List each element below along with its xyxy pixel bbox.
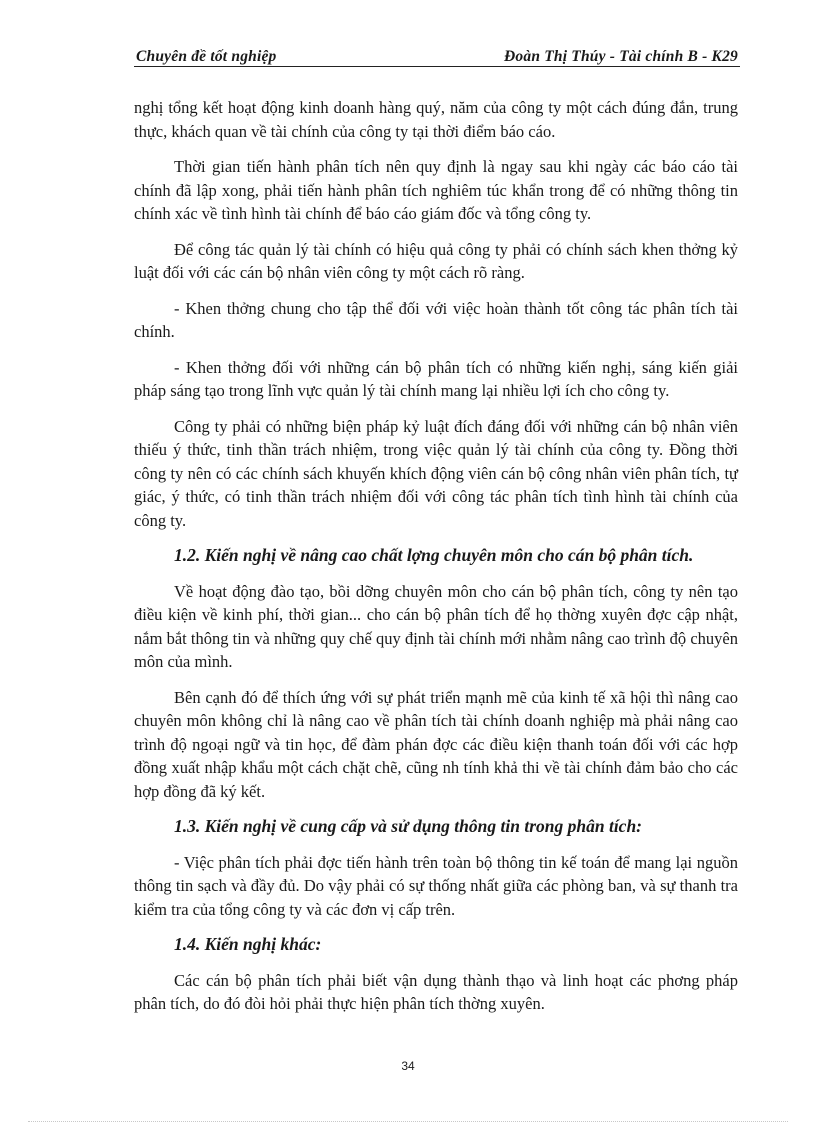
section-heading-1-4: 1.4. Kiến nghị khác: (174, 934, 322, 954)
paragraph-information: - Việc phân tích phải đợc tiến hành trên toàn bộ thông tin kế toán để mang lại nguồn thông tin sạch và đầy đủ. Do vậy phải có sự thống nhất giữa các phòng ban, và sự thanh tra kiểm tra của tổng công ty và các đơn vị cấp trên. (134, 852, 738, 919)
header-title: Chuyên đề tốt nghiệp (136, 48, 277, 65)
page-header (134, 46, 740, 67)
paragraph-discipline: Công ty phải có những biện pháp kỷ luật đích đáng đối với những cán bộ nhân viên thiếu ý thức, tinh thần trách nhiệm, trong việc quản lý tài chính của công ty. Đồng thời công ty nên có các chính sách khuyến khích động viên cán bộ công nhân viên phân tích, tự giác, ý thức, có tinh thần trách nhiệm đối với công tác phân tích tình hình tài chính của công ty. (134, 416, 738, 530)
page-number: 34 (401, 1059, 415, 1073)
paragraph-continuation: nghị tổng kết hoạt động kinh doanh hàng quý, năm của công ty một cách đúng đắn, trung thực, khách quan về tài chính của công ty tại thời điểm báo cáo. (134, 98, 738, 141)
page-bottom-divider (28, 1121, 788, 1122)
header-author: Đoàn Thị Thúy - Tài chính B - K29 (504, 48, 738, 65)
paragraph-methods: Các cán bộ phân tích phải biết vận dụng thành thạo và linh hoạt các phơng pháp phân tích, do đó đòi hỏi phải thực hiện phân tích thờng xuyên. (134, 970, 738, 1013)
section-heading-1-2: 1.2. Kiến nghị về nâng cao chất lợng chuyên môn cho cán bộ phân tích. (174, 545, 694, 565)
paragraph-training: Về hoạt động đào tạo, bồi dỡng chuyên môn cho cán bộ phân tích, công ty nên tạo điều kiện về kinh phí, thời gian... cho cán bộ phân tích để họ thờng xuyên đợc cập nhật, nắm bắt thông tin và những quy chế quy định tài chính mới nhằm nâng cao trình độ chuyên môn của mình. (134, 581, 738, 671)
paragraph-reward-policy: Để công tác quản lý tài chính có hiệu quả công ty phải có chính sách khen thởng kỷ luật đối với các cán bộ nhân viên công ty một cách rõ ràng. (134, 239, 738, 282)
paragraph-analysis-timing: Thời gian tiến hành phân tích nên quy định là ngay sau khi ngày các báo cáo tài chính đã lập xong, phải tiến hành phân tích nghiêm túc khẩn trong để có những thông tin chính xác về tình hình tài chính để báo cáo giám đốc và tổng công ty. (134, 157, 738, 223)
document-body (134, 96, 738, 1028)
paragraph-skills: Bên cạnh đó để thích ứng với sự phát triển mạnh mẽ của kinh tế xã hội thì nâng cao chuyên môn không chỉ là nâng cao về phân tích tài chính doanh nghiệp mà phải nâng cao trình độ ngoại ngữ và tin học, để đàm phán đợc các điều kiện thanh toán đối với các hợp đồng xuất nhập khẩu một cách chặt chẽ, cũng nh tính khả thi về tài chính đảm bảo cho các hợp đồng đã ký kết. (134, 687, 738, 801)
section-heading-1-3: 1.3. Kiến nghị về cung cấp và sử dụng thông tin trong phân tích: (174, 816, 643, 836)
paragraph-individual-reward: - Khen thởng đối với những cán bộ phân tích có những kiến nghị, sáng kiến giải pháp sáng tạo trong lĩnh vực quản lý tài chính mang lại nhiều lợi ích cho công ty. (134, 357, 738, 400)
paragraph-collective-reward: - Khen thởng chung cho tập thể đối với việc hoàn thành tốt công tác phân tích tài chính. (134, 298, 738, 341)
